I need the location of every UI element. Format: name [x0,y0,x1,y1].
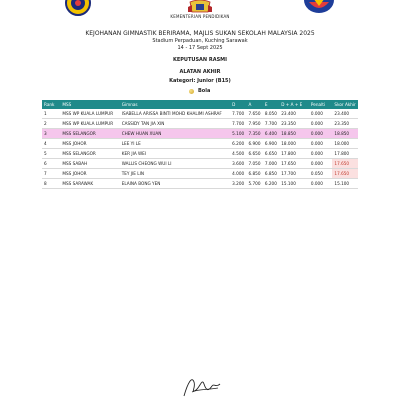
d-cell: 3.600 [230,159,246,169]
rank-cell: 7 [42,169,60,179]
mss-cell: MSS SELANGOR [60,129,119,139]
e-cell: 8.050 [263,109,279,119]
e-cell: 6.900 [263,139,279,149]
table-row-highlighted [42,129,358,139]
d-cell: 6.200 [230,139,246,149]
penalty-cell: 0.050 [309,169,333,179]
gymnast-cell: CASSIDY TAN JIA XIN [120,119,230,129]
a-cell: 6.850 [247,169,263,179]
a-cell: 7.350 [247,129,263,139]
document-header [0,30,400,85]
dae-cell: 18.850 [279,129,309,139]
e-cell: 6.850 [263,169,279,179]
d-cell: 7.700 [230,119,246,129]
apparatus-label [189,88,210,94]
rank-cell: 1 [42,109,60,119]
d-cell: 7.700 [230,109,246,119]
rank-cell: 6 [42,159,60,169]
coat-of-arms-icon [186,0,214,14]
table-row [42,119,358,129]
table-row [42,139,358,149]
gymnast-cell: CHEW HUAN XUAN [120,129,230,139]
dae-cell: 15.100 [279,179,309,189]
penalty-cell: 0.000 [309,109,333,119]
e-cell: 6.650 [263,149,279,159]
mss-cell: MSS WP KUALA LUMPUR [60,119,119,129]
a-cell: 7.950 [247,119,263,129]
final-score-cell-tie: 17.650 [332,159,358,169]
rank-cell: 4 [42,139,60,149]
round-name: ALATAN AKHIR [179,69,221,75]
gymnast-cell: TEY JIE LIN [120,169,230,179]
col-dae: D + A + E [279,100,309,109]
a-cell: 7.650 [247,109,263,119]
penalty-cell: 0.000 [309,179,333,189]
gymnast-cell: ELAINA BONG YEN [120,179,230,189]
category-label: Kategori: Junior (B15) [169,78,231,84]
ministry-name: KEMENTERIAN PENDIDIKAN [170,14,230,19]
dae-cell: 23.400 [279,109,309,119]
table-row [42,169,358,179]
results-table [42,100,358,189]
a-cell: 6.650 [247,149,263,159]
ball-icon [189,89,194,94]
table-row [42,159,358,169]
d-cell: 5.100 [230,129,246,139]
mss-cell: MSS SELANGOR [60,149,119,159]
mss-cell: MSS JOHOR [60,169,119,179]
rank-cell: 2 [42,119,60,129]
signature-icon [178,372,228,400]
rank-cell: 5 [42,149,60,159]
d-cell: 4.500 [230,149,246,159]
event-dates: 14 - 17 Sept 2025 [177,45,223,51]
ministry-emblem-icon [303,0,335,14]
col-d: D [230,100,246,109]
table-row [42,149,358,159]
a-cell: 7.050 [247,159,263,169]
e-cell: 7.700 [263,119,279,129]
dae-cell: 17.650 [279,159,309,169]
mss-cell: MSS SABAH [60,159,119,169]
e-cell: 6.200 [263,179,279,189]
col-mss: MSS [60,100,119,109]
mss-cell: MSS JOHOR [60,139,119,149]
col-a: A [247,100,263,109]
gymnast-cell: LEE YI LE [120,139,230,149]
col-penalty: Penalti [309,100,333,109]
col-rank: Rank [42,100,60,109]
final-score-cell: 17.800 [332,149,358,159]
e-cell: 7.000 [263,159,279,169]
result-type: KEPUTUSAN RASMI [172,57,228,63]
penalty-cell: 0.000 [309,149,333,159]
penalty-cell: 0.000 [309,119,333,129]
col-gymnast: Gimnas [120,100,230,109]
final-score-cell: 23.350 [332,119,358,129]
final-score-cell: 18.000 [332,139,358,149]
penalty-cell: 0.000 [309,139,333,149]
d-cell: 3.200 [230,179,246,189]
penalty-cell: 0.000 [309,129,333,139]
rank-cell: 3 [42,129,60,139]
mss-cell: MSS SARAWAK [60,179,119,189]
dae-cell: 17.800 [279,149,309,159]
table-row [42,179,358,189]
a-cell: 6.900 [247,139,263,149]
apparatus-name: Bola [198,88,211,94]
col-final: Skor Akhir [332,100,358,109]
gymnast-cell: KER JIA WEI [120,149,230,159]
mss-cell: MSS WP KUALA LUMPUR [60,109,119,119]
event-venue: Stadium Perpaduan, Kuching Sarawak [152,38,248,44]
table-row [42,109,358,119]
col-e: E [263,100,279,109]
final-score-cell: 18.850 [332,129,358,139]
d-cell: 4.000 [230,169,246,179]
gymnast-cell: ISABELLA ARISSA BINTI MOHD KHALIMI ASHRAF [120,109,230,119]
a-cell: 5.700 [247,179,263,189]
final-score-cell: 15.100 [332,179,358,189]
rank-cell: 8 [42,179,60,189]
e-cell: 6.400 [263,129,279,139]
dae-cell: 17.700 [279,169,309,179]
final-score-cell: 23.400 [332,109,358,119]
event-title: KEJOHANAN GIMNASTIK BERIRAMA, MAJLIS SUKAN SEKOLAH MALAYSIA 2025 [85,30,315,37]
dae-cell: 23.350 [279,119,309,129]
dae-cell: 18.000 [279,139,309,149]
gymnast-cell: WALLIS CHEONG WUI LI [120,159,230,169]
table-header-row [42,100,358,109]
final-score-cell-tie: 17.650 [332,169,358,179]
penalty-cell: 0.000 [309,159,333,169]
